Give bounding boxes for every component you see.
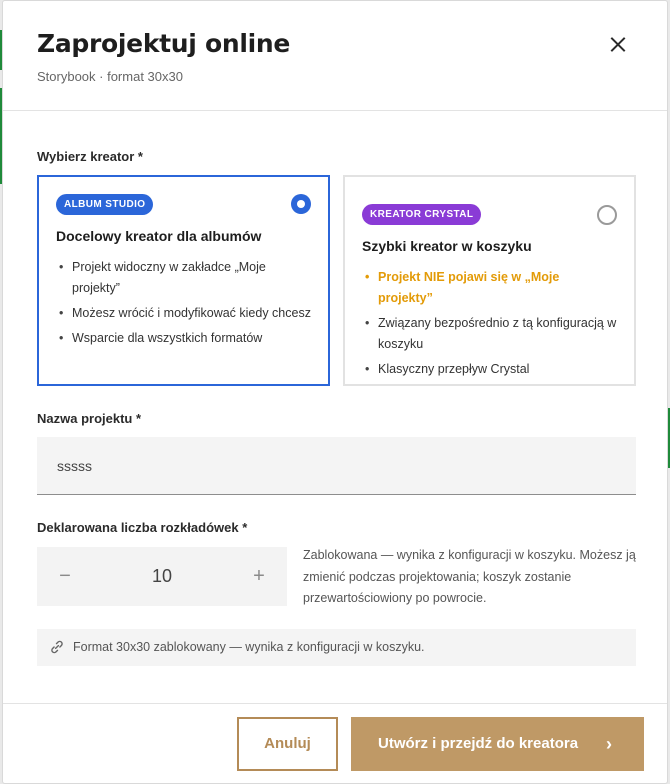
modal-footer: [3, 703, 667, 784]
feature-item: • Projekt widoczny w zakładce „Moje projekty”: [56, 257, 311, 299]
modal-header: [3, 1, 667, 111]
spreads-stepper: [37, 547, 287, 606]
warning-item: • Projekt NIE pojawi się w „Moje projekty”: [362, 267, 617, 309]
creator-option-crystal[interactable]: [343, 175, 636, 386]
project-name-input[interactable]: [37, 437, 636, 495]
kreator-crystal-badge: KREATOR CRYSTAL: [362, 204, 481, 225]
format-locked-text: Format 30x30 zablokowany — wynika z konfiguracji w koszyku.: [73, 640, 425, 654]
format-locked-notice: [37, 629, 636, 666]
feature-item: • Związany bezpośrednio z tą konfiguracją w koszyku: [362, 313, 617, 355]
creator-option-title: Szybki kreator w koszyku: [362, 238, 532, 254]
close-icon[interactable]: [601, 27, 635, 61]
spreads-value: 10: [151, 566, 173, 586]
creator-label: Wybierz kreator *: [37, 149, 143, 164]
spreads-locked-note: Zablokowana — wynika z konfiguracji w koszyku. Możesz ją zmienić podczas projektowania; koszyk zostanie przewartościowiony po powrocie.: [303, 548, 636, 605]
feature-list: [362, 267, 617, 384]
creator-option-album-studio[interactable]: [37, 175, 330, 386]
feature-item: • Możesz wrócić i modyfikować kiedy chcesz: [56, 303, 311, 324]
modal-title: Zaprojektuj online: [37, 29, 291, 58]
cancel-button[interactable]: Anuluj: [237, 717, 338, 771]
increment-button[interactable]: +: [253, 565, 265, 587]
decrement-button[interactable]: −: [59, 565, 71, 587]
design-online-modal: [2, 0, 668, 784]
creator-option-title: Docelowy kreator dla albumów: [56, 228, 262, 244]
chevron-right-icon: ›: [606, 734, 612, 754]
create-and-open-creator-button[interactable]: [351, 717, 644, 771]
radio-unselected[interactable]: [597, 205, 617, 225]
link-icon: [49, 639, 65, 655]
feature-item: • Klasyczny przepływ Crystal: [362, 359, 617, 380]
feature-list: [56, 257, 311, 353]
radio-selected[interactable]: [291, 194, 311, 214]
primary-button-label: Utwórz i przejdź do kreatora: [378, 735, 579, 752]
album-studio-badge: ALBUM STUDIO: [56, 194, 153, 215]
modal-subtitle: Storybook · format 30x30: [37, 69, 183, 84]
spreads-label: Deklarowana liczba rozkładówek *: [37, 520, 248, 535]
feature-item: • Wsparcie dla wszystkich formatów: [56, 328, 311, 349]
project-name-label: Nazwa projektu *: [37, 411, 142, 426]
